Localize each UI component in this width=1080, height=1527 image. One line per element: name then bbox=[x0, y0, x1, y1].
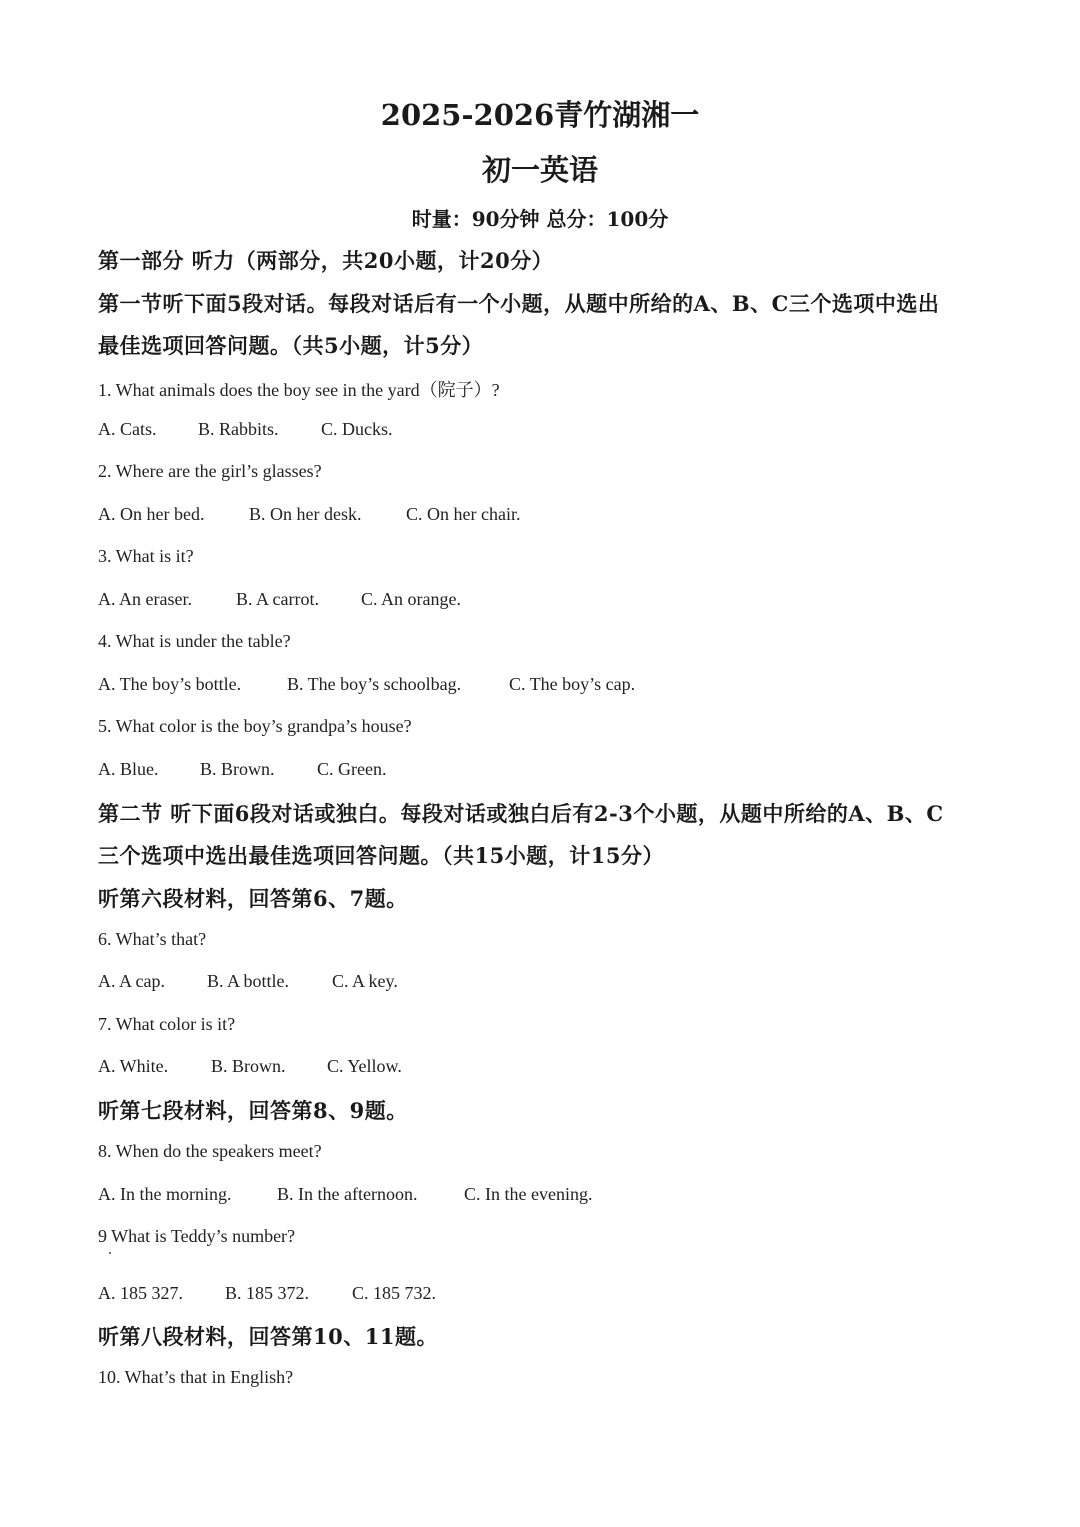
exam-title: 2025-2026青竹湖湘一 bbox=[380, 98, 700, 132]
time-and-score: 时量：90分钟 总分：100分 bbox=[411, 207, 669, 231]
stray-dot bbox=[109, 1252, 111, 1254]
option-b: B. A bottle. bbox=[207, 971, 290, 991]
option-b: B. Brown. bbox=[211, 1056, 286, 1076]
option-a: A. A cap. bbox=[98, 971, 165, 991]
part1-heading: 第一部分 听力（两部分，共20小题，计20分） bbox=[98, 248, 554, 273]
option-c: C. An orange. bbox=[361, 589, 461, 609]
option-c: C. Green. bbox=[317, 759, 387, 779]
option-c: C. A key. bbox=[332, 971, 398, 991]
question-8: 8. When do the speakers meet? bbox=[98, 1141, 322, 1161]
option-a: A. An eraser. bbox=[98, 589, 192, 609]
option-c: C. Yellow. bbox=[327, 1056, 402, 1076]
material-7-heading: 听第七段材料，回答第8、9题。 bbox=[98, 1098, 408, 1123]
option-a: A. Blue. bbox=[98, 759, 159, 779]
question-5: 5. What color is the boy’s grandpa’s house? bbox=[98, 716, 412, 736]
question-4: 4. What is under the table? bbox=[98, 631, 291, 651]
question-6: 6. What’s that? bbox=[98, 929, 207, 949]
material-8-heading: 听第八段材料，回答第10、11题。 bbox=[98, 1324, 438, 1349]
option-a: A. White. bbox=[98, 1056, 169, 1076]
option-c: C. The boy’s cap. bbox=[509, 674, 636, 694]
question-3: 3. What is it? bbox=[98, 546, 194, 566]
section2-instruction-line2: 三个选项中选出最佳选项回答问题。（共15小题，计15分） bbox=[98, 843, 664, 868]
option-b: B. Rabbits. bbox=[198, 419, 279, 439]
question-1: 1. What animals does the boy see in the yard（院子）? bbox=[98, 380, 500, 400]
exam-subtitle: 初一英语 bbox=[481, 153, 598, 187]
question-9: 9 What is Teddy’s number? bbox=[98, 1226, 296, 1246]
option-c: C. On her chair. bbox=[406, 504, 521, 524]
question-7: 7. What color is it? bbox=[98, 1014, 236, 1034]
question-2: 2. Where are the girl’s glasses? bbox=[98, 461, 322, 481]
option-b: B. On her desk. bbox=[249, 504, 362, 524]
material-6-heading: 听第六段材料，回答第6、7题。 bbox=[98, 886, 408, 911]
option-a: A. Cats. bbox=[98, 419, 157, 439]
section1-instruction-line2: 最佳选项回答问题。（共5小题，计5分） bbox=[98, 333, 484, 358]
option-c: C. Ducks. bbox=[321, 419, 393, 439]
option-b: B. In the afternoon. bbox=[277, 1184, 418, 1204]
option-a: A. In the morning. bbox=[98, 1184, 232, 1204]
question-10: 10. What’s that in English? bbox=[98, 1367, 294, 1387]
option-b: B. 185 372. bbox=[225, 1283, 310, 1303]
option-b: B. The boy’s schoolbag. bbox=[287, 674, 462, 694]
option-b: B. A carrot. bbox=[236, 589, 319, 609]
option-a: A. The boy’s bottle. bbox=[98, 674, 242, 694]
section1-instruction-line1: 第一节听下面5段对话。每段对话后有一个小题，从题中所给的A、B、C三个选项中选出 bbox=[98, 291, 940, 316]
option-b: B. Brown. bbox=[200, 759, 275, 779]
option-a: A. On her bed. bbox=[98, 504, 205, 524]
option-c: C. In the evening. bbox=[464, 1184, 593, 1204]
option-c: C. 185 732. bbox=[352, 1283, 437, 1303]
section2-instruction-line1: 第二节 听下面6段对话或独白。每段对话或独白后有2-3个小题，从题中所给的A、B、C bbox=[98, 801, 944, 826]
option-a: A. 185 327. bbox=[98, 1283, 183, 1303]
